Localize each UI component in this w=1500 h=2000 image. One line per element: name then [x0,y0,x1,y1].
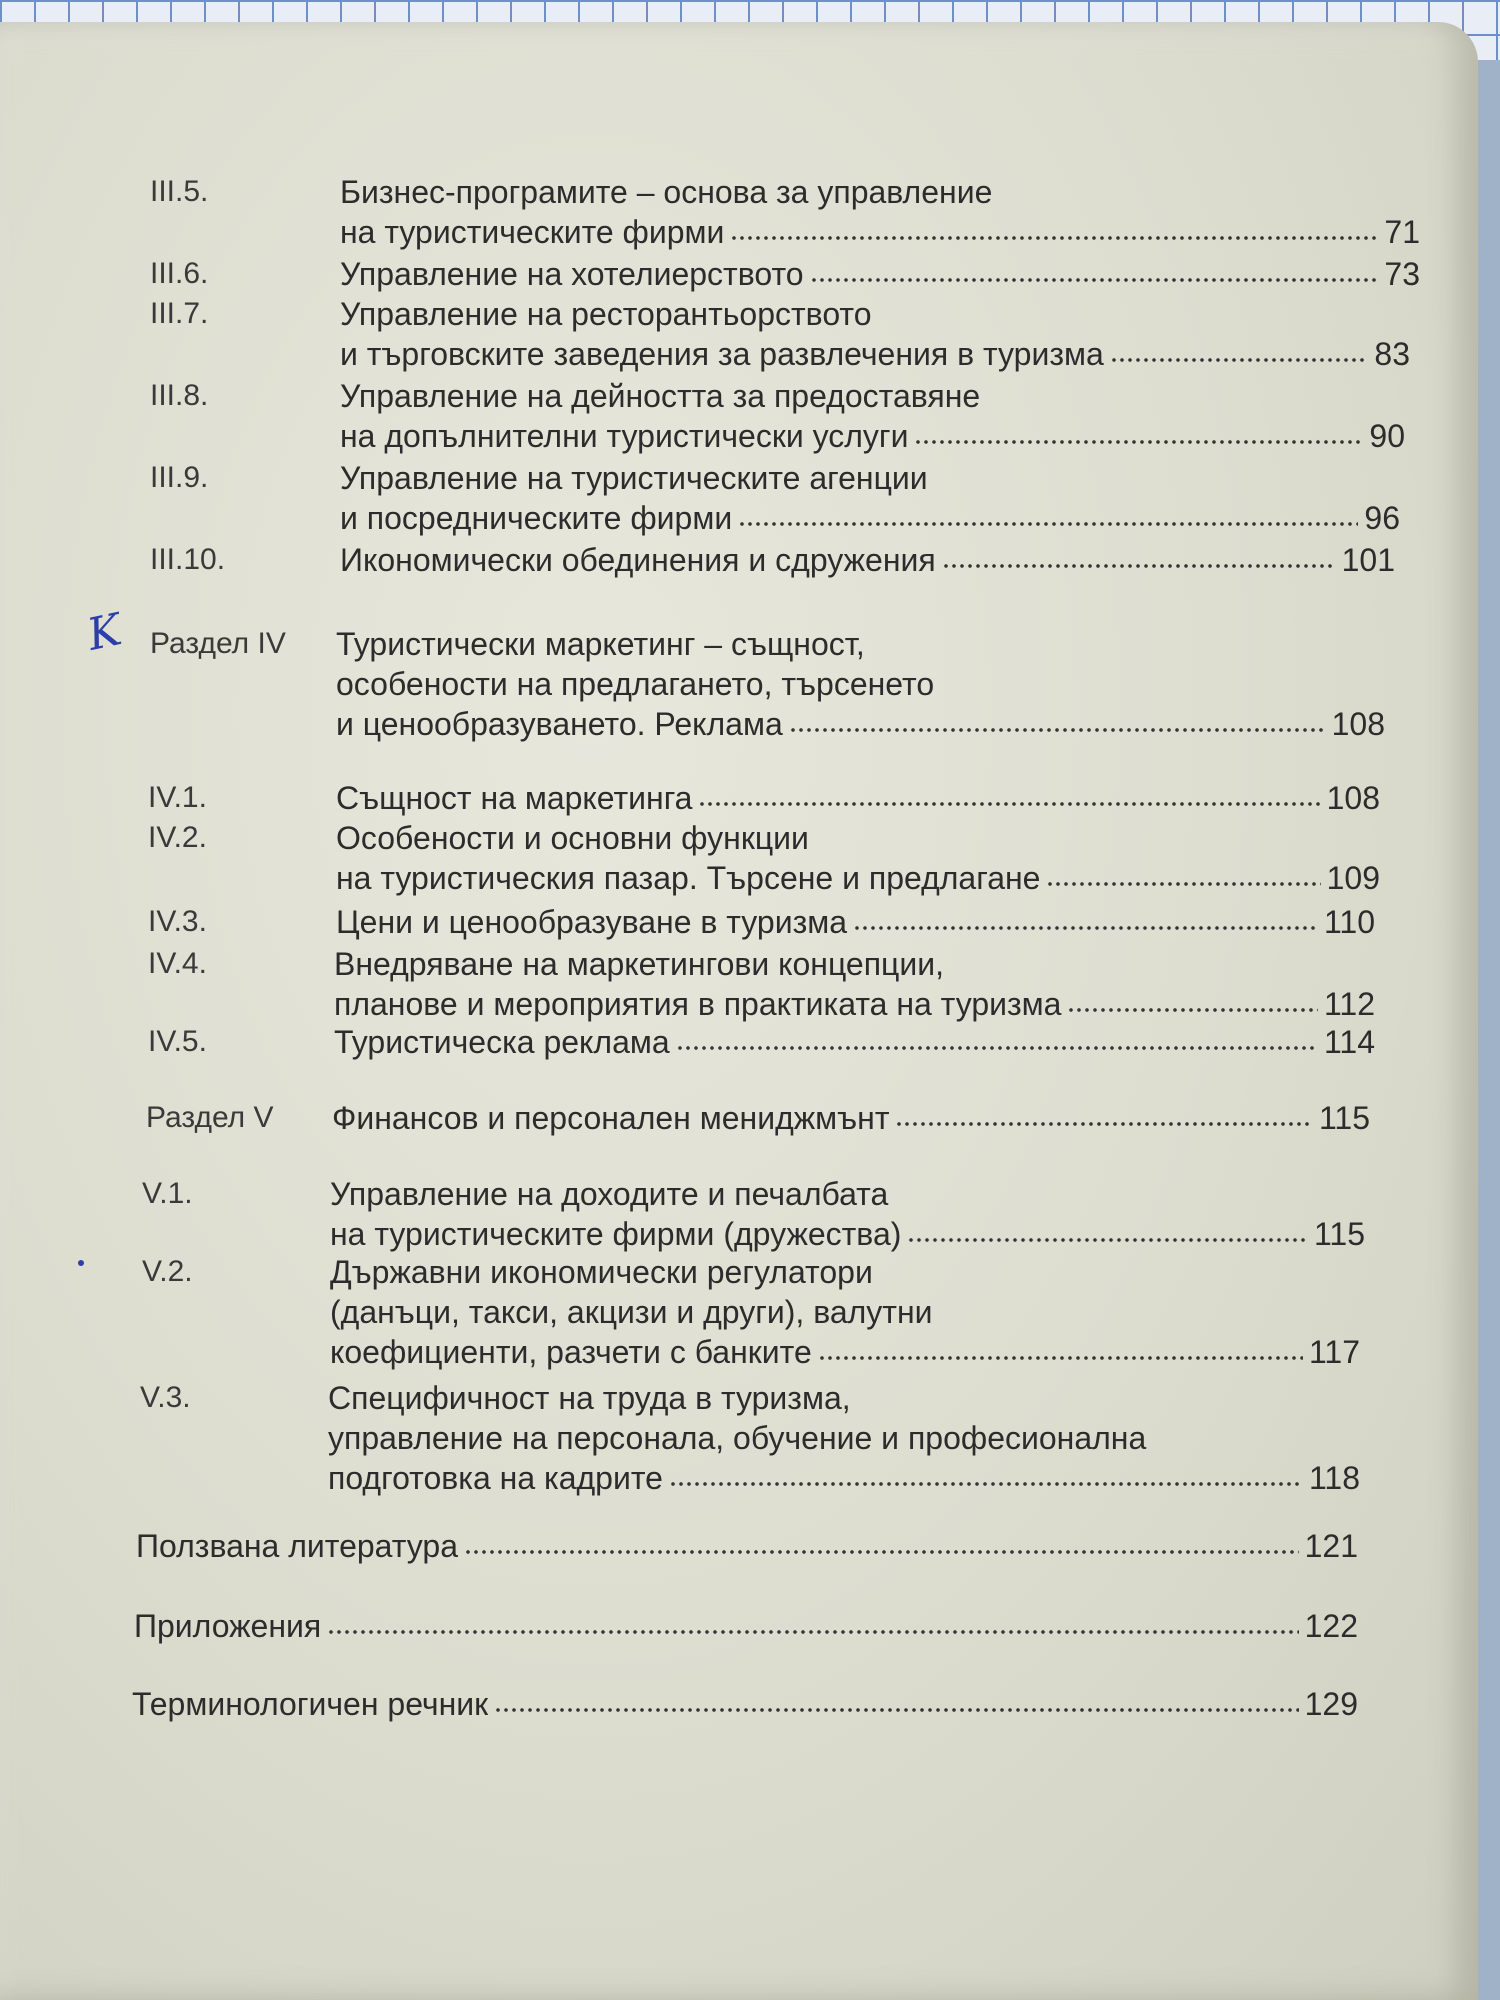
toc-entry-title-last-line [336,704,1385,744]
toc-entry-number: III.7. [150,297,209,330]
toc-entry-title: на туристическите фирми [340,214,725,250]
toc-entry-title: Туристическа реклама [334,1024,670,1060]
dot-leader [818,1355,1303,1361]
toc-entry-title-last-line [134,1606,1358,1646]
toc-page-number: 122 [1304,1608,1358,1644]
toc-entry-number: IV.1. [148,781,207,814]
toc-entry-title: Икономически обединения и сдружения [340,542,936,578]
dot-leader [738,521,1358,527]
toc-page-number: 71 [1384,214,1420,250]
toc-entry-title: Ползвана литература [136,1528,459,1564]
toc-page-number: 109 [1326,860,1380,896]
toc-page-number: 112 [1323,986,1375,1022]
toc-entry-title: и ценообразуването. Реклама [336,706,783,742]
toc-entry-title-last-line [332,1098,1370,1138]
dot-leader [464,1549,1299,1555]
toc-page-number: 83 [1374,336,1410,372]
toc-entry-title: и търговските заведения за развлечения в туризма [340,336,1104,372]
toc-entry-title: Терминологичен речник [132,1686,489,1722]
toc-entry-title-last-line [336,902,1375,942]
toc-entry-title-line [340,294,872,334]
dot-leader [895,1121,1313,1127]
toc-entry-title-line [340,376,980,416]
toc-entry-title-line [330,1292,933,1332]
toc-entry-title-line [330,1174,888,1214]
toc-entry-title: Същност на маркетинга [336,780,693,816]
toc-entry-number: III.10. [150,543,226,576]
toc-entry-title: Особености и основни функции [336,820,809,856]
toc-entry-title-last-line [132,1684,1358,1724]
toc-entry-title-last-line [334,984,1375,1024]
dot-leader [810,277,1379,283]
dot-leader [1046,881,1320,887]
toc-entry-title: Финансов и персонален мениджмънт [332,1100,890,1136]
toc-entry-title: Приложения [134,1608,322,1644]
toc-entry-title: и посредническите фирми [340,500,733,536]
toc-entry-number: IV.2. [148,821,207,854]
toc-entry-number: V.2. [142,1255,193,1288]
toc-page-number: 115 [1318,1100,1370,1136]
toc-entry-title-last-line [330,1214,1365,1254]
toc-entry-title: Управление на хотелиерството [340,256,804,292]
toc-page-number: 110 [1323,904,1375,940]
toc-page-number: 121 [1304,1528,1358,1564]
dot-leader [914,439,1363,445]
dot-leader [676,1045,1318,1051]
toc-entry-title-last-line [330,1332,1360,1372]
toc-entry-title-last-line [340,498,1400,538]
toc-entry-number: IV.5. [148,1025,207,1058]
toc-entry-title: Специфичност на труда в туризма, [328,1380,851,1416]
dot-leader [327,1629,1298,1635]
toc-page-number: 101 [1341,542,1395,578]
pen-dot [78,1260,84,1266]
toc-page-number: 117 [1308,1334,1360,1370]
dot-leader [669,1481,1303,1487]
toc-entry-title: на допълнителни туристически услуги [340,418,909,454]
toc-entry-title: коефициенти, разчети с банките [330,1334,812,1370]
dot-leader [907,1237,1308,1243]
toc-entry-number: III.5. [150,175,209,208]
toc-entry-title: Управление на дейността за предоставяне [340,378,981,414]
dot-leader [1067,1007,1318,1013]
dot-leader [789,727,1326,733]
toc-page-number: 108 [1331,706,1385,742]
toc-entry-number: III.6. [150,257,209,290]
toc-entry-title-line [334,944,944,984]
toc-entry-title-last-line [328,1458,1360,1498]
toc-entry-title: Управление на доходите и печалбата [330,1176,889,1212]
toc-page-number: 90 [1369,418,1405,454]
toc-page-number: 96 [1364,500,1400,536]
toc-entry-number: III.8. [150,379,209,412]
toc-entry-title: особености на предлагането, търсенето [336,666,935,702]
dot-leader [730,235,1378,241]
toc-entry-title-last-line [340,416,1405,456]
toc-entry-title-last-line [340,212,1420,252]
toc-entry-title: Бизнес-програмите – основа за управление [340,174,993,210]
toc-page-number: 73 [1384,256,1420,292]
toc-entry-number: Раздел IV [150,627,286,660]
toc-page-number: 118 [1308,1460,1360,1496]
toc-entry-title: Управление на туристическите агенции [340,460,928,496]
toc-entry-title-last-line [340,334,1410,374]
toc-entry-title: (данъци, такси, акцизи и други), валутни [330,1294,933,1330]
toc-page-number: 115 [1313,1216,1365,1252]
toc-entry-number: V.1. [142,1177,193,1210]
toc-entry-title-line [340,172,992,212]
toc-entry-title: Внедряване на маркетингови концепции, [334,946,945,982]
dot-leader [853,925,1318,931]
toc-entry-title: управление на персонала, обучение и професионална [328,1420,1147,1456]
toc-entry-title: планове и мероприятия в практиката на туризма [334,986,1062,1022]
toc-entry-title-last-line [340,540,1395,580]
toc-entry-title: Цени и ценообразуване в туризма [336,904,848,940]
toc-entry-title: подготовка на кадрите [328,1460,663,1496]
toc-entry-title-line [330,1252,873,1292]
toc-page-number: 114 [1323,1024,1375,1060]
toc-entry-title: на туристическия пазар. Търсене и предлагане [336,860,1041,896]
toc-page-number: 129 [1304,1686,1358,1722]
toc-entry-title-last-line [136,1526,1358,1566]
dot-leader [494,1707,1298,1713]
toc-entry-number: IV.3. [148,905,207,938]
book-page [0,22,1478,2000]
toc-entry-title-line [340,458,928,498]
toc-entry-title-line [336,664,934,704]
toc-entry-title: Управление на ресторантьорството [340,296,872,332]
toc-entry-title-last-line [336,858,1380,898]
toc-entry-title-line [336,818,809,858]
toc-entry-title-line [328,1378,851,1418]
pen-mark-k: K [83,604,126,661]
toc-entry-title-line [336,624,865,664]
toc-entry-title-last-line [336,778,1380,818]
dot-leader [1110,357,1369,363]
toc-entry-title: на туристическите фирми (дружества) [330,1216,902,1252]
toc-entry-title-last-line [340,254,1420,294]
toc-entry-title-last-line [334,1022,1375,1062]
dot-leader [698,801,1320,807]
toc-page-number: 108 [1326,780,1380,816]
toc-entry-number: IV.4. [148,947,207,980]
toc-entry-title: Туристически маркетинг – същност, [336,626,865,662]
toc-entry-number: Раздел V [146,1101,274,1134]
toc-entry-number: V.3. [140,1381,191,1414]
toc-entry-number: III.9. [150,461,209,494]
dot-leader [942,563,1336,569]
toc-entry-title: Държавни икономически регулатори [330,1254,873,1290]
toc-entry-title-line [328,1418,1146,1458]
